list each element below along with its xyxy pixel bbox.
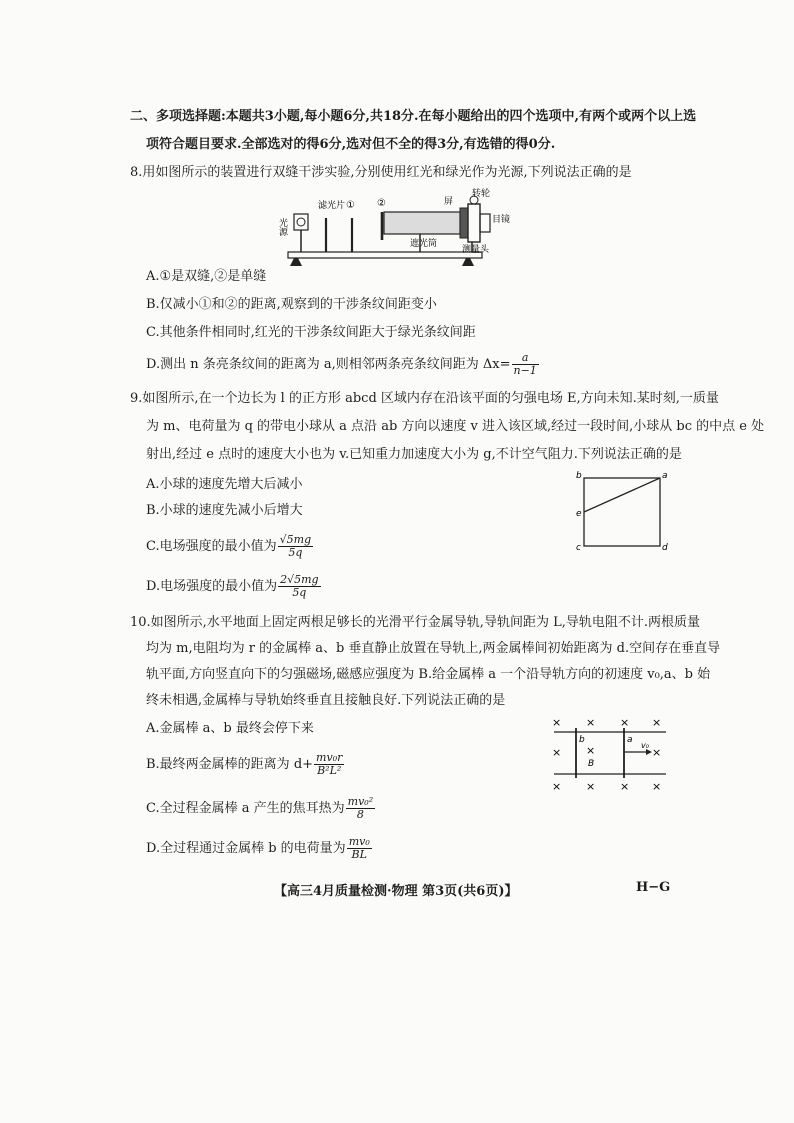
q9-option-c-fraction: $\frac{√5mg}{5q}$ bbox=[279, 533, 312, 559]
q8-option-a[interactable]: A.①是双缝,②是单缝 bbox=[146, 269, 267, 284]
q10-option-d-text: D.全过程通过金属棒 b 的电荷量为 bbox=[146, 841, 346, 856]
paper-code: H−G bbox=[636, 880, 671, 895]
cross-mark: × bbox=[552, 716, 562, 729]
cross-mark: × bbox=[552, 780, 562, 793]
q9-square-figure bbox=[574, 470, 670, 554]
label-a: a bbox=[662, 471, 668, 481]
label-d: d bbox=[662, 543, 668, 553]
cross-mark: × bbox=[652, 780, 662, 793]
q10-stem-line2: 均为 m,电阻均为 r 的金属棒 a、b 垂直静止放置在导轨上,两金属棒间初始距离为 d.空间存在垂直导 bbox=[146, 641, 721, 656]
q10-option-d-fraction: $\frac{\text{mv₀}}{BL}$ bbox=[348, 835, 370, 861]
label-v0: v₀ bbox=[641, 741, 649, 750]
q10-option-b-fraction: $\frac{\text{mv₀r}}{\text{B²L²}}$ bbox=[316, 751, 343, 777]
q8-apparatus-figure bbox=[277, 189, 511, 272]
bench-foot-left bbox=[290, 258, 302, 266]
q10-stem-line3: 轨平面,方向竖直向下的匀强磁场,磁感应强度为 B.给金属棒 a 一个沿导轨方向的初速度 v₀,a、b 始 bbox=[146, 667, 711, 682]
label-b: b bbox=[576, 471, 582, 481]
cross-mark: × bbox=[620, 716, 630, 729]
q10-option-d[interactable] bbox=[146, 836, 373, 861]
q10-option-b-text: B.最终两金属棒的距离为 d+ bbox=[146, 757, 314, 772]
q9-stem-line3: 射出,经过 e 点时的速度大小也为 v.已知重力加速度大小为 g,不计空气阻力.下列说法正确的是 bbox=[146, 447, 682, 462]
label-filter: 滤光片 bbox=[318, 201, 346, 211]
label-rod-b: b bbox=[579, 735, 585, 745]
q8-option-d[interactable] bbox=[146, 352, 540, 377]
q10-stem-line4: 终未相遇,金属棒与导轨始终垂直且接触良好.下列说法正确的是 bbox=[146, 693, 506, 708]
q8-stem: 8.用如图所示的装置进行双缝干涉实验,分别使用红光和绿光作为光源,下列说法正确的是 bbox=[130, 165, 632, 180]
cross-mark: × bbox=[586, 716, 596, 729]
q10-option-c-text: C.全过程金属棒 a 产生的焦耳热为 bbox=[146, 801, 345, 816]
label-slit2: ② bbox=[377, 198, 386, 209]
label-c: c bbox=[576, 543, 581, 553]
cross-mark: × bbox=[620, 780, 630, 793]
label-screen: 屏 bbox=[444, 197, 454, 207]
label-e: e bbox=[576, 509, 582, 519]
cross-mark: × bbox=[586, 744, 596, 757]
optical-bench bbox=[288, 252, 482, 258]
trajectory-a-to-e bbox=[584, 478, 660, 512]
q8-option-d-text: D.测出 n 条亮条纹间的距离为 a,则相邻两条亮条纹间距为 Δx= bbox=[146, 357, 511, 372]
q9-stem-line2: 为 m、电荷量为 q 的带电小球从 a 点沿 ab 方向以速度 v 进入该区域,经过一段时间,小球从 bc 的中点 e 处 bbox=[146, 419, 765, 434]
label-eyepiece: 目镜 bbox=[492, 215, 511, 225]
q9-option-b[interactable]: B.小球的速度先减小后增大 bbox=[146, 503, 303, 518]
label-tube: 遮光筒 bbox=[410, 239, 438, 249]
label-rod-a: a bbox=[627, 735, 633, 745]
cross-mark: × bbox=[652, 716, 662, 729]
cross-mark: × bbox=[586, 780, 596, 793]
measuring-head bbox=[468, 204, 480, 242]
label-slit1: ① bbox=[346, 200, 355, 211]
q9-option-d[interactable] bbox=[146, 574, 322, 599]
section-title: 二、多项选择题:本题共3小题,每小题6分,共18分.在每小题给出的四个选项中,有两个或两个以上选 bbox=[130, 109, 697, 124]
light-shield-tube bbox=[384, 212, 460, 234]
q8-option-c[interactable]: C.其他条件相同时,红光的干涉条纹间距大于绿光条纹间距 bbox=[146, 325, 476, 340]
q10-option-a[interactable]: A.金属棒 a、b 最终会停下来 bbox=[146, 721, 314, 736]
cross-mark: × bbox=[652, 746, 662, 759]
q8-option-b[interactable]: B.仅减小①和②的距离,观察到的干涉条纹间距变小 bbox=[146, 297, 437, 312]
label-wheel: 转轮 bbox=[472, 189, 491, 199]
screen-element bbox=[460, 208, 468, 238]
q9-option-d-fraction: $\frac{2√5mg}{5q}$ bbox=[280, 573, 319, 599]
bulb-icon bbox=[297, 218, 305, 226]
section-title-cont: 项符合题目要求.全部选对的得6分,选对但不全的得3分,有选错的得0分. bbox=[146, 137, 556, 152]
q9-option-d-text: D.电场强度的最小值为 bbox=[146, 579, 278, 594]
label-field-B: B bbox=[588, 759, 595, 769]
q10-option-c[interactable] bbox=[146, 796, 376, 821]
light-source-box bbox=[294, 214, 308, 230]
q9-option-c-text: C.电场强度的最小值为 bbox=[146, 539, 277, 554]
square-abcd bbox=[584, 478, 660, 546]
q10-option-b[interactable] bbox=[146, 752, 345, 777]
q10-rails-figure bbox=[548, 714, 672, 796]
eyepiece bbox=[480, 214, 490, 232]
q9-option-c[interactable] bbox=[146, 534, 314, 559]
label-light-source: 光源 bbox=[277, 218, 287, 236]
page-footer: 【高三4月质量检测·物理 第3页(共6页)】 bbox=[274, 884, 518, 899]
q8-option-d-fraction: $\frac{a}{n-1}$ bbox=[513, 351, 537, 377]
q9-option-a[interactable]: A.小球的速度先增大后减小 bbox=[146, 477, 303, 492]
q9-stem-line1: 9.如图所示,在一个边长为 l 的正方形 abcd 区域内存在沿该平面的匀强电场 E,方向未知.某时刻,一质量 bbox=[130, 391, 719, 406]
label-measuring-head: 测量头 bbox=[462, 245, 490, 255]
q10-option-c-fraction: $\frac{\text{mv₀²}}{8}$ bbox=[347, 795, 374, 821]
cross-mark: × bbox=[552, 746, 562, 759]
q10-stem-line1: 10.如图所示,水平地面上固定两根足够长的光滑平行金属导轨,导轨间距为 L,导轨电阻不计.两根质量 bbox=[130, 615, 700, 630]
bench-foot-right bbox=[462, 258, 474, 266]
